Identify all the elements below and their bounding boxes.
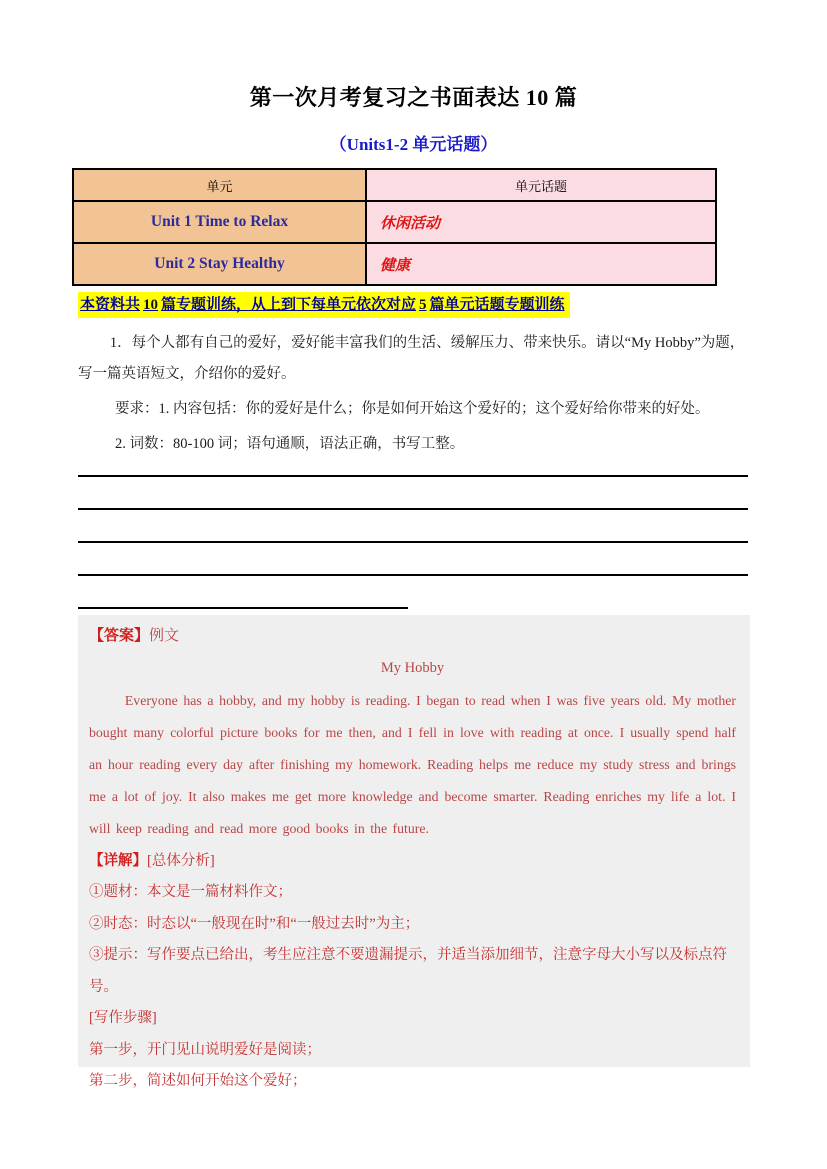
detail-label: 【详解】 (89, 853, 147, 869)
detail-heading (89, 846, 736, 877)
unit-2-name: Unit 2 Stay Healthy (73, 243, 366, 285)
answer-label-suffix: 例文 (149, 628, 180, 644)
page-title: 第一次月考复习之书面表达 10 篇 (249, 85, 578, 110)
notice-text: 篇单元话题专题训练 (429, 297, 565, 313)
table-row (73, 243, 716, 285)
answer-section (78, 615, 750, 1089)
notice-text: 篇专题训练，从上到下每单元依次对应 (161, 297, 417, 313)
notice-count-total: 10 (143, 297, 159, 313)
writing-line-5-short (78, 607, 408, 609)
analysis-point-2: ②时态：时态以“一般现在时”和“一般过去时”为主； (89, 915, 420, 932)
essay-body: Everyone has a hobby, and my hobby is reading. I began to read when I was five years old. My mother bought many colorful picture books for me then, and I fell in love with reading at once. I usually spend half an hour reading every day after finishing my homework. Reading helps me reduce my study stress and brings me a lot of joy. It also makes me get more knowledge and become smarter. Reading enriches my life a lot. I will keep reading and read more good books in the future. (89, 693, 736, 836)
column-header-topic: 单元话题 (366, 169, 716, 201)
detail-label-suffix: [总体分析] (147, 853, 215, 869)
writing-line-4 (78, 574, 748, 576)
table-row (73, 201, 716, 243)
question-prompt: 1．每个人都有自己的爱好，爱好能丰富我们的生活、缓解压力、带来快乐。请以“My Hobby”为题，写一篇英语短文，介绍你的爱好。 (78, 335, 745, 382)
question-requirement-2: 2. 词数：80-100 词；语句通顺，语法正确，书写工整。 (115, 436, 465, 452)
table-header-row (73, 169, 716, 201)
unit-topic-table (72, 168, 717, 286)
question-requirement-1: 要求：1. 内容包括：你的爱好是什么；你是如何开始这个爱好的；这个爱好给你带来的好处。 (115, 401, 710, 417)
answer-heading (89, 621, 736, 651)
writing-step-2: 第二步，简述如何开始这个爱好； (89, 1073, 307, 1089)
writing-line-1 (78, 475, 748, 477)
unit-1-name: Unit 1 Time to Relax (73, 201, 366, 243)
unit-1-topic: 休闲活动 (366, 201, 716, 243)
answer-label: 【答案】 (89, 628, 150, 644)
writing-line-2 (78, 508, 748, 510)
analysis-point-1: ①题材：本文是一篇材料作文； (89, 884, 292, 900)
notice-text: 本资料共 (80, 297, 141, 313)
analysis-point-3: ③提示：写作要点已给出，考生应注意不要遗漏提示，并适当添加细节，注意字母大小写以及标点符号。 (89, 947, 727, 995)
writing-lines (78, 475, 748, 609)
writing-step-1: 第一步，开门见山说明爱好是阅读； (89, 1041, 321, 1058)
writing-steps-label: [写作步骤] (89, 1010, 157, 1026)
unit-2-topic: 健康 (366, 243, 716, 285)
notice-count-per-unit: 5 (419, 297, 427, 313)
essay-title: My Hobby (380, 660, 445, 676)
writing-line-3 (78, 541, 748, 543)
page-subtitle: （Units1-2 单元话题） (329, 135, 498, 154)
highlighted-notice (78, 292, 570, 318)
column-header-unit: 单元 (73, 169, 366, 201)
